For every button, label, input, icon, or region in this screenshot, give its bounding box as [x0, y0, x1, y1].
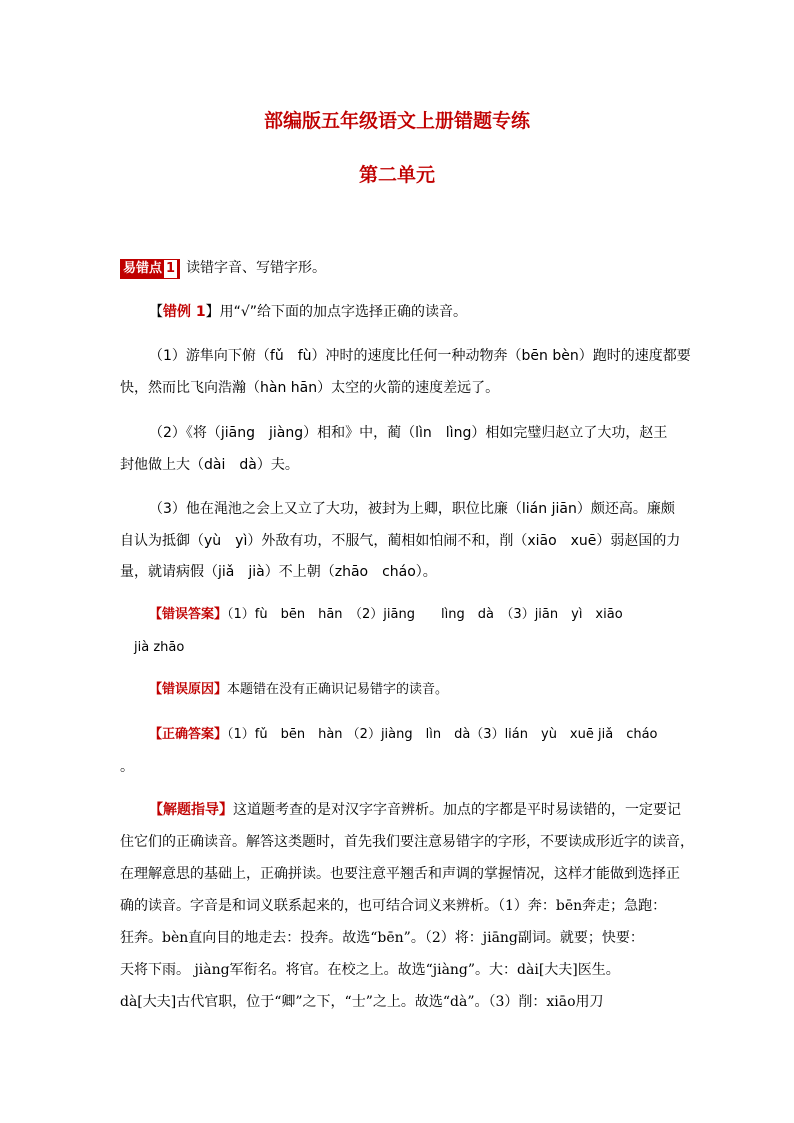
- unit-title: 第二单元: [358, 164, 435, 186]
- q3-line-2: 自认为抵御（yù yì）外敌有功，不服气，蔺相如怕闹不和，削（xiāo xuē）弱赵国的力: [120, 533, 681, 549]
- right-answer-line-2: 。: [120, 759, 134, 775]
- wrong-answer-line: [149, 605, 623, 625]
- right-answer-line: [149, 725, 658, 745]
- q2-line-2: 封他做上大（dài dà）夫。: [120, 457, 299, 473]
- q3-line-1: （3）他在渑池之会上又立了大功，被封为上卿，职位比廉（lián jiān）颇还高。廉颇: [149, 501, 675, 517]
- guide-line-7: dà[大夫]古代官职，位于“卿”之下，“士”之上。故选“dà”。（3）削：xiāo用刀: [120, 994, 604, 1010]
- wrong-reason-text: 本题错在没有正确识记易错字的读音。: [227, 682, 449, 697]
- wrong-answer-label: 【错误答案】: [149, 607, 228, 622]
- q1-line-2: 快，然而比飞向浩瀚（hàn hān）太空的火箭的速度差远了。: [120, 380, 500, 396]
- wrong-answer-text: （1）fù bēn hān （2）jiāng lìng dà （3）jiān yì xiāo: [227, 607, 623, 622]
- page-title: 部编版五年级语文上册错题专练: [263, 110, 530, 132]
- error-point-tag: 易错点 1: [120, 259, 180, 279]
- guide-line-6: 天将下雨。 jiàng军衔名。将官。在校之上。故选“jiàng”。大：dài[大夫]医生。: [120, 962, 620, 978]
- guide-line-1: [149, 800, 681, 820]
- wrong-reason-line: [149, 680, 448, 700]
- example-open: 【: [149, 304, 163, 320]
- error-point-number: 1: [166, 261, 176, 276]
- guide-line-5: 狂奔。bèn直向目的地走去：投奔。故选“bēn”。（2）将：jiāng副词。就要；快要：: [120, 930, 644, 946]
- guide-line-3: 在理解意思的基础上，正确拼读。也要注意平翘舌和声调的掌握情况，这样才能做到选择正: [120, 866, 680, 882]
- right-answer-text: （1）fǔ bēn hàn （2）jiàng lìn dà（3）lián yù xuē jiǎ cháo: [227, 727, 658, 742]
- error-point-line: [120, 258, 326, 279]
- example-text: 用“√”给下面的加点字选择正确的读音。: [219, 304, 468, 320]
- q3-line-3: 量，就请病假（jiǎ jià）不上朝（zhāo cháo）。: [120, 564, 437, 580]
- example-label: 错例 1: [163, 304, 206, 320]
- guide-text-1: 这道题考查的是对汉字字音辨析。加点的字都是平时易读错的，一定要记: [233, 802, 681, 818]
- right-answer-label: 【正确答案】: [149, 727, 228, 742]
- example-line: [149, 302, 467, 322]
- wrong-reason-label: 【错误原因】: [149, 682, 228, 697]
- guide-label: 【解题指导】: [149, 802, 233, 818]
- guide-line-2: 住它们的正确读音。解答这类题时，首先我们要注意易错字的字形，不要读成形近字的读音，: [120, 834, 694, 850]
- q2-line-1: （2）《将（jiāng jiàng）相和》中，蔺（lìn lìng）相如完璧归赵立了大功，赵王: [149, 425, 668, 441]
- wrong-answer-line-2: jià zhāo: [134, 640, 185, 655]
- guide-line-4: 确的读音。字音是和词义联系起来的，也可结合词义来辨析。（1）奔：bēn奔走；急跑：: [120, 898, 667, 914]
- example-close: 】: [205, 304, 220, 320]
- q1-line-1: （1）游隼向下俯（fǔ fù）冲时的速度比任何一种动物奔（bēn bèn）跑时的速度都要: [149, 348, 691, 364]
- error-point-text: 读错字音、写错字形。: [186, 260, 327, 276]
